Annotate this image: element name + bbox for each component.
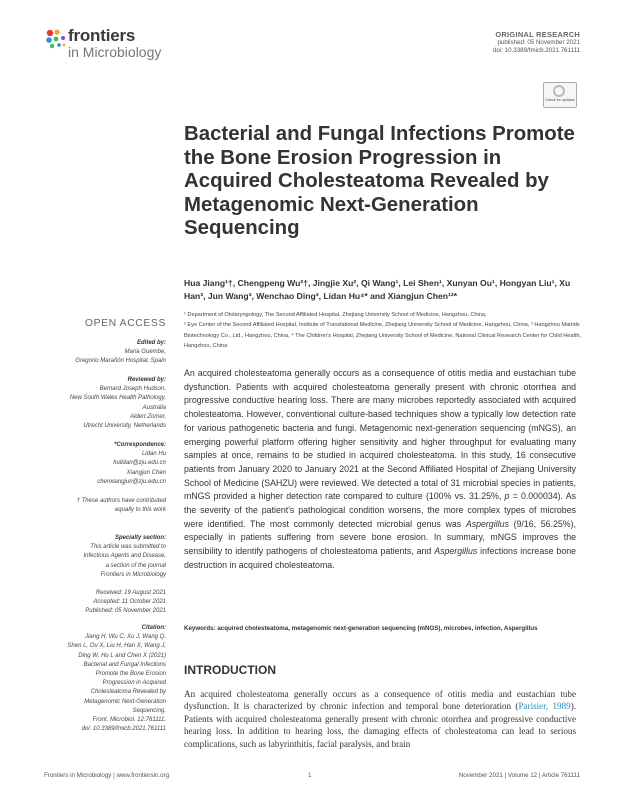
intro-paragraph bbox=[184, 688, 576, 750]
citation bbox=[6, 624, 166, 734]
doi[interactable]: doi: 10.3389/fmicb.2021.761111 bbox=[492, 47, 580, 54]
article-type: ORIGINAL RESEARCH bbox=[495, 30, 580, 39]
logo-dot bbox=[47, 30, 53, 36]
specialty-heading: Specialty section: bbox=[114, 535, 166, 541]
citation-line: Jiang H, Wu C, Xu J, Wang Q, bbox=[85, 634, 166, 641]
correspondence bbox=[6, 441, 166, 487]
footer-journal[interactable]: Frontiers in Microbiology | www.frontiersin.org bbox=[44, 772, 170, 779]
equal-contribution-note bbox=[6, 497, 166, 515]
logo-journal: in Microbiology bbox=[68, 44, 162, 60]
equal-note-line: † These authors have contributed bbox=[76, 498, 166, 504]
intro-text: An acquired cholesteatoma generally occurs as a consequence of otitis media and eustachian tube dysfunction. It is characterized by chronic infection and temporal bone deterioration ( bbox=[184, 689, 576, 712]
citation-heading: Citation: bbox=[141, 625, 166, 631]
logo-dot bbox=[54, 29, 59, 34]
affiliation: ² Eye Center of the Second Affiliated Hospital, Institute of Translational Medicine, Zhejiang University School of Medicine, Hangzhou, China, ³ Hangzhou Matridx Biotechnology Co., Ltd., Hangzhou, China, ⁴ The Children's Hospital, Zhejiang University School of Medicine, National Clinical Research Center for Child Health, Hangzhou, China bbox=[184, 322, 581, 350]
equal-note-line: equally to this work bbox=[114, 507, 166, 514]
specialty-line: a section of the journal bbox=[105, 562, 166, 569]
abstract-text bbox=[184, 367, 576, 573]
corr-email[interactable]: hulidan@zju.edu.cn bbox=[113, 460, 166, 467]
specialty-line: Infectious Agents and Disease, bbox=[83, 553, 166, 560]
citation-line: Promote the Bone Erosion bbox=[95, 671, 166, 678]
citation-line: Shen L, Ou X, Liu H, Han X, Wang J, bbox=[67, 643, 166, 650]
abstract-part: (9/16, 56.25%), especially in patients suffering from severe bone erosion. In summary, mNGS improves the sensibility to identify pathogens of cholesteatoma patients, and bbox=[184, 518, 576, 557]
article-meta-header bbox=[493, 31, 580, 55]
citation-doi[interactable]: doi: 10.3389/fmicb.2021.761111 bbox=[81, 726, 166, 733]
check-updates-icon bbox=[553, 85, 565, 97]
intro-text: ). Patients with acquired cholesteatoma generally present with chronic otorrhea and progressive conductive hearing loss. In addition to hearing loss, the damaging effects of cholesteatoma can lead to serious complications, such as labyrinthitis, facial paralysis, and brain bbox=[184, 701, 576, 749]
specialty-line: Frontiers in Microbiology bbox=[100, 571, 166, 578]
abstract-part: = 0.000034). As the severity of the patient's pathological condition worsens, the more complex types of microbes were identified. The most commonly detected microbial genus was bbox=[184, 491, 576, 529]
logo-brand: frontiers bbox=[68, 26, 136, 45]
reviewer-name: Bernard Joseph Hudson, bbox=[99, 386, 166, 393]
reference-link[interactable]: Parisier, 1989 bbox=[518, 701, 571, 712]
article-title: Bacterial and Fungal Infections Promote the Bone Erosion Progression in Acquired Cholesteatoma Revealed by Metagenomic Next-Generation Sequencing bbox=[184, 123, 575, 240]
reviewed-by-heading: Reviewed by: bbox=[127, 377, 166, 383]
logo-dot bbox=[63, 44, 66, 47]
abstract bbox=[184, 367, 576, 573]
abstract-part: An acquired cholesteatoma generally occurs as a consequence of otitis media and eustachian tube dysfunction. Patients with acquired cholesteatoma generally present with chronic otorrhea and progressive conductive hearing loss. There are many microbes reportedly associated with acquired cholesteatoma. However, conventional culture-based techniques show a typically low detection rate for various pathogenetic bacteria and fungi. Metagenomic next-generation sequencing (mNGS), an emerging powerful platform offering higher sensitivity and higher throughput for evaluating many samples at once, remains to be studied in acquired cholesteatoma. In this study, 16 consecutive patients from January 2020 to January 2021 at the Second Affiliated Hospital of Zhejiang University School of Medicine (SAHZU) were reviewed. We detected a total of 31 microbial species in patients, mNGS provided a higher detection rate compared to culture (100% vs. 31.25%, bbox=[184, 368, 576, 502]
open-access-label: OPEN ACCESS bbox=[84, 318, 166, 329]
logo-dot bbox=[61, 36, 65, 40]
editor-affil: Gregorio Marañón Hospital, Spain bbox=[75, 358, 166, 365]
author-list: Hua Jiang¹†, Chengpeng Wu²†, Jingjie Xu², Qi Wang¹, Lei Shen¹, Xunyan Ou¹, Hongyan Liu¹, Xu Han³, Jun Wang³, Wenchao Ding³, Lidan Hu⁴* and Xiangjun Chen¹²* bbox=[184, 278, 571, 301]
p-value-var: p bbox=[504, 491, 510, 502]
correspondence-heading: *Correspondence: bbox=[113, 442, 166, 448]
citation-line: Metagenomic Next-Generation bbox=[84, 698, 166, 705]
dates bbox=[6, 589, 166, 617]
frontiers-logo-icon bbox=[44, 28, 68, 52]
logo-dot bbox=[57, 43, 61, 47]
logo-dot bbox=[46, 37, 52, 43]
genus-name: Aspergillus bbox=[465, 518, 509, 529]
corr-email[interactable]: chenxiangjun@zju.edu.cn bbox=[97, 478, 166, 485]
section-heading-introduction: INTRODUCTION bbox=[184, 663, 276, 677]
genus-name: Aspergillus bbox=[434, 546, 478, 557]
check-for-updates-button[interactable] bbox=[543, 82, 577, 108]
accepted-date: Accepted: 11 October 2021 bbox=[93, 599, 166, 606]
affiliations bbox=[184, 310, 594, 352]
citation-line: Cholesteatoma Revealed by bbox=[90, 689, 166, 696]
edited-by-heading: Edited by: bbox=[136, 340, 166, 346]
reviewed-by bbox=[6, 376, 166, 431]
reviewer-name: Aldert Zomer, bbox=[129, 413, 166, 420]
abstract-part: infections increase bone destruction in acquired cholesteatoma. bbox=[184, 546, 576, 570]
corr-name: Lidan Hu bbox=[141, 451, 166, 458]
page-number: 1 bbox=[308, 772, 312, 779]
edited-by bbox=[6, 339, 166, 367]
citation-line: Progression in Acquired bbox=[102, 680, 166, 687]
published-date: published: 05 November 2021 bbox=[497, 39, 580, 46]
editor-name: Maria Guembe, bbox=[124, 349, 166, 356]
keywords: Keywords: acquired cholesteatoma, metagenomic next-generation sequencing (mNGS), microbes, infection, Aspergillus bbox=[184, 625, 538, 632]
reviewer-affil: New South Wales Health Pathology, bbox=[69, 395, 166, 402]
citation-line: Bacterial and Fungal Infections bbox=[83, 661, 166, 668]
published-date-side: Published: 05 November 2021 bbox=[85, 608, 166, 615]
corr-name: Xiangjun Chen bbox=[126, 469, 166, 476]
specialty-section bbox=[6, 534, 166, 580]
received-date: Received: 19 August 2021 bbox=[95, 590, 166, 596]
affiliation: ¹ Department of Otolaryngology, The Second Affiliated Hospital, Zhejiang University School of Medicine, Hangzhou, China, bbox=[184, 312, 487, 318]
reviewer-affil: Australia bbox=[142, 404, 166, 411]
introduction-body bbox=[184, 688, 576, 750]
citation-line: Ding W, Hu L and Chen X (2021) bbox=[78, 652, 166, 659]
journal-logo[interactable] bbox=[44, 26, 194, 66]
logo-dot bbox=[50, 44, 54, 48]
citation-line: Sequencing. bbox=[132, 707, 166, 714]
check-updates-label: Check for updates bbox=[545, 98, 575, 102]
citation-line: Front. Microbiol. 12:761111. bbox=[92, 717, 166, 724]
reviewer-affil: Utrecht University, Netherlands bbox=[83, 423, 166, 430]
specialty-line: This article was submitted to bbox=[90, 544, 166, 551]
logo-dot bbox=[54, 37, 59, 42]
footer-volume: November 2021 | Volume 12 | Article 761111 bbox=[458, 772, 580, 779]
